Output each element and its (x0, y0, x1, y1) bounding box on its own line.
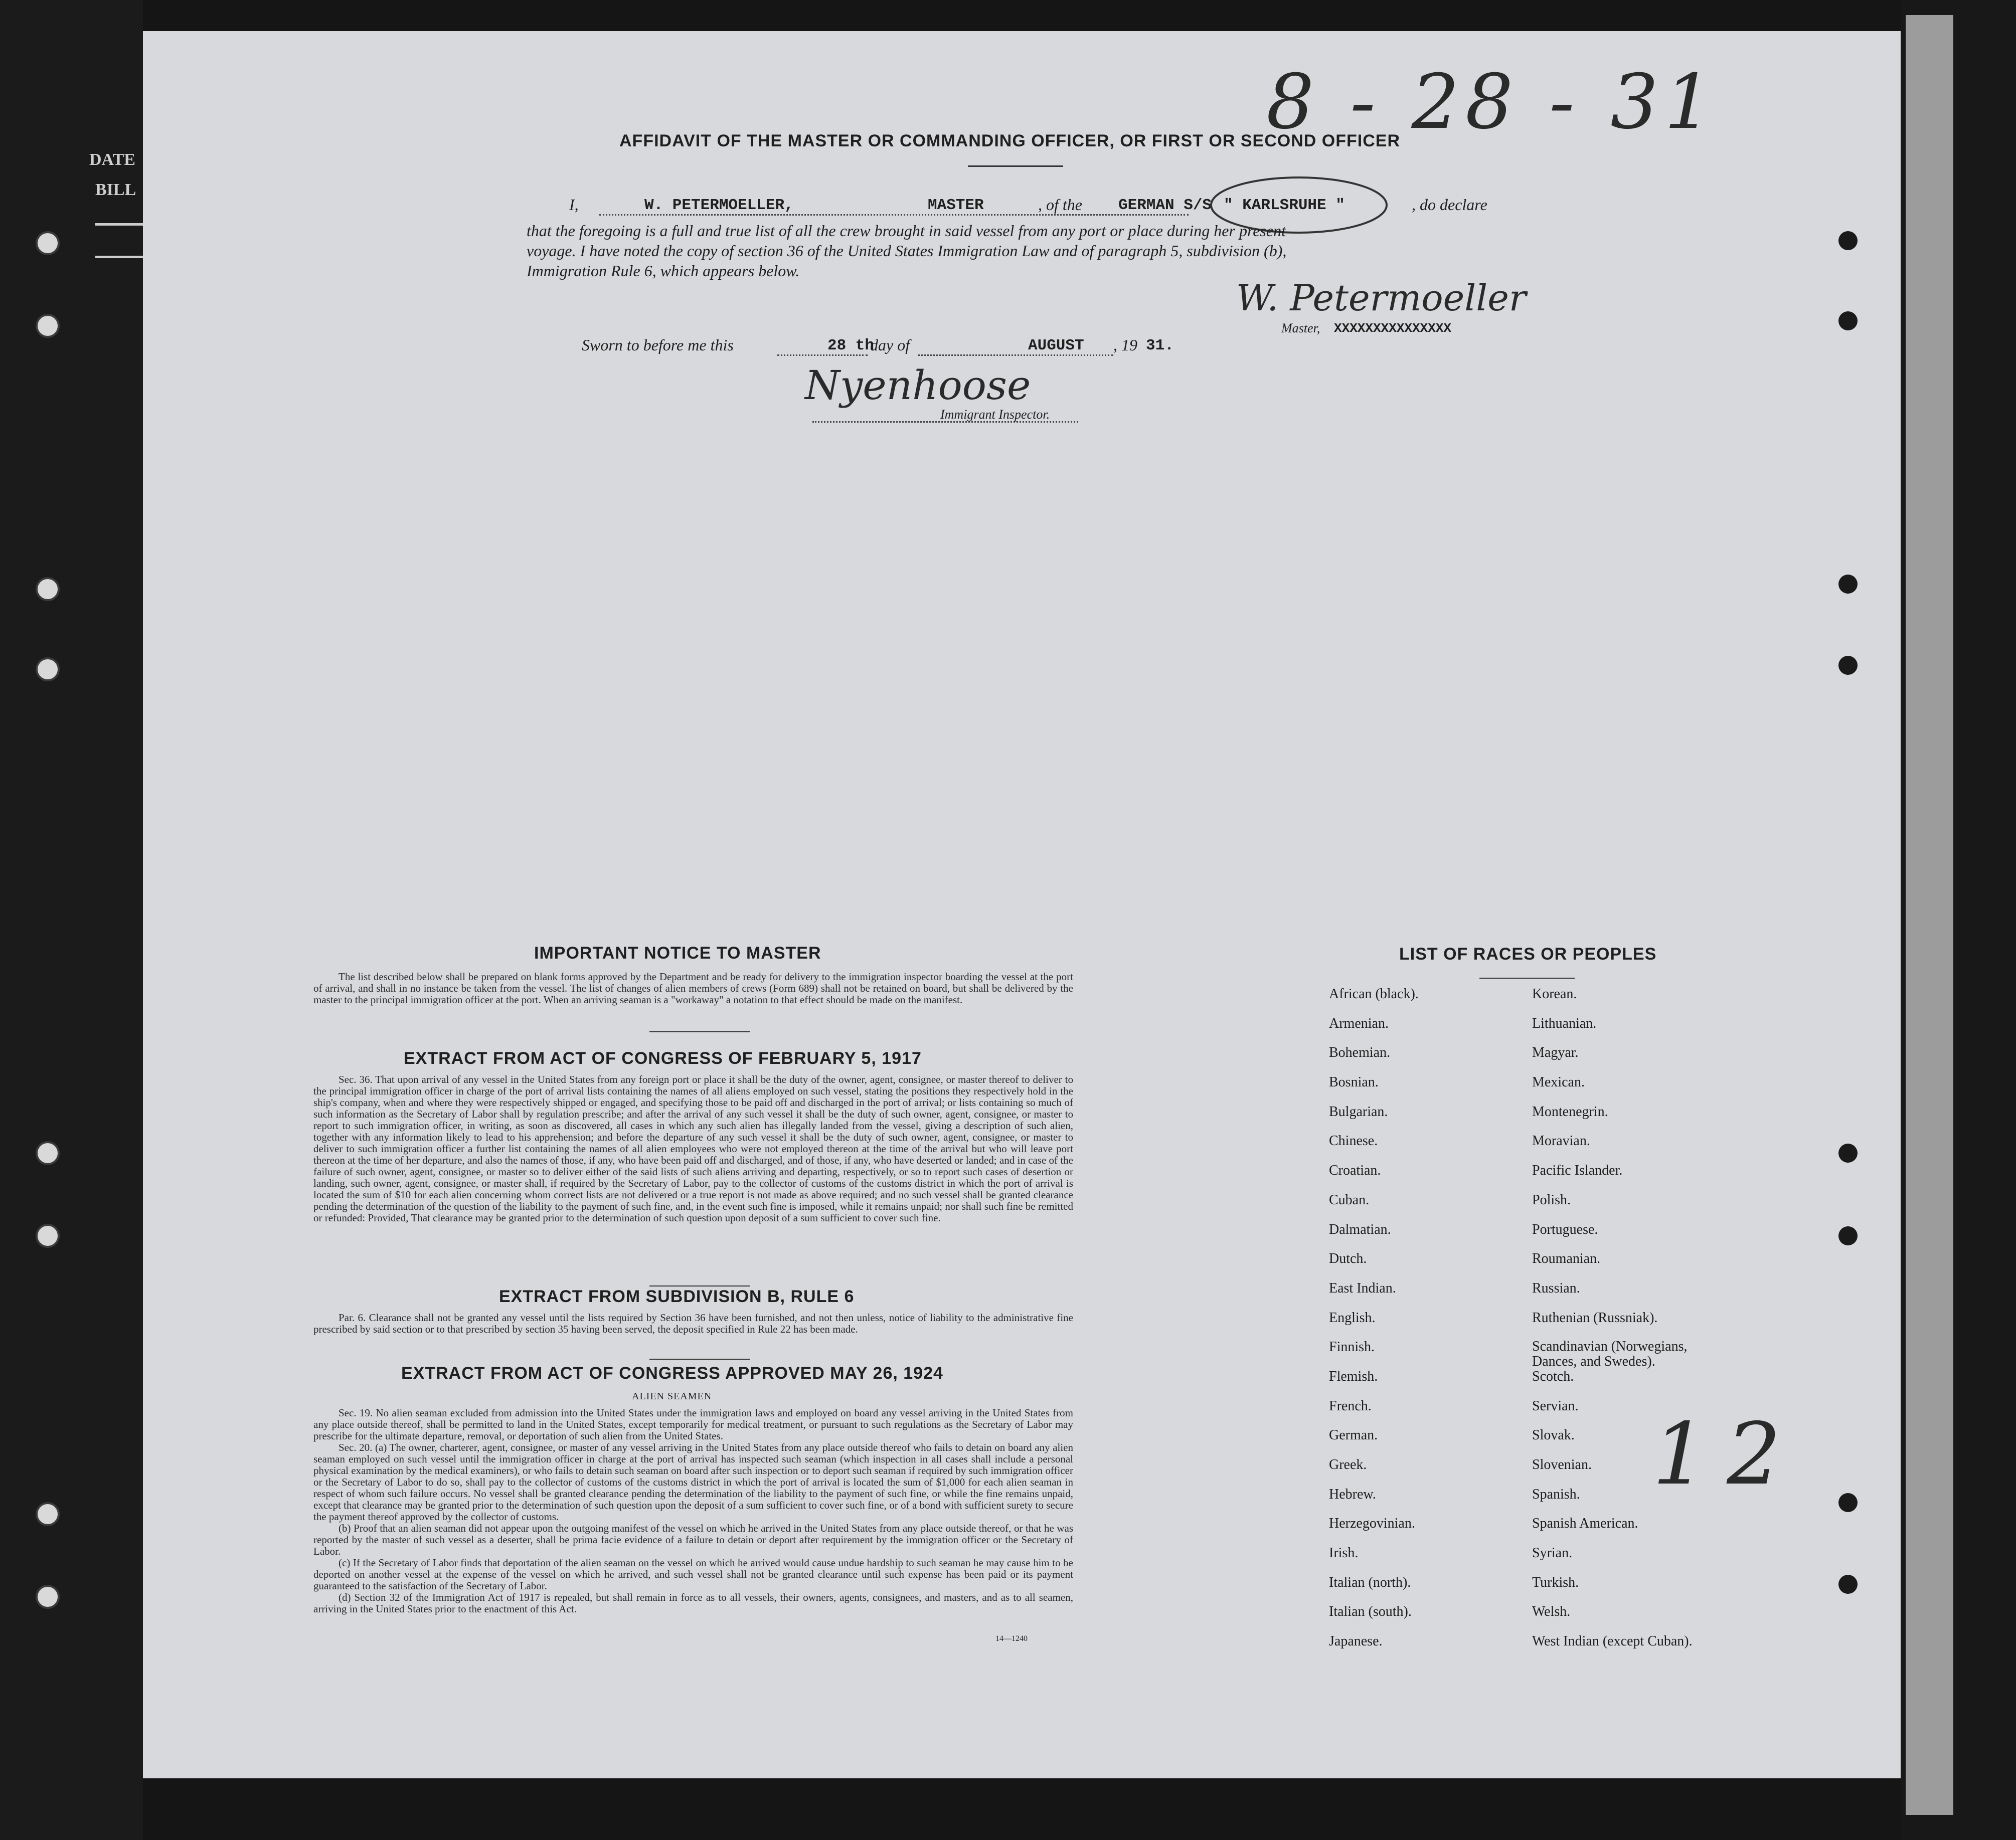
race-left-11: East Indian. (1329, 1280, 1396, 1296)
right-punch-holes (1830, 31, 1866, 1778)
race-left-9: Dalmatian. (1329, 1221, 1391, 1237)
race-left-23: Japanese. (1329, 1633, 1383, 1649)
form-number: 14—1240 (995, 1634, 1028, 1643)
inspector-label: Immigrant Inspector. (940, 407, 1050, 422)
races-right-column (1532, 986, 1713, 1663)
hole-right-4 (1838, 656, 1858, 675)
left-punch-holes (25, 0, 95, 1840)
race-right-4: Mexican. (1532, 1074, 1585, 1090)
race-right-5: Montenegrin. (1532, 1103, 1608, 1120)
day-fill-line (777, 354, 868, 356)
race-right-11: Russian. (1532, 1280, 1580, 1296)
of-the-label: , of the (1038, 196, 1082, 214)
hole-right-5 (1838, 1144, 1858, 1163)
extract-rule6-text: Par. 6. Clearance shall not be granted any vessel until the lists required by Section 36 have been furnished, and not then unless, notice of liability to the administrative fine prescribed by said section or to that prescribed by section 35 having been served, the deposit specified in Rule 22 has been made. (313, 1312, 1073, 1335)
race-left-18: Hebrew. (1329, 1486, 1376, 1502)
race-right-23: West Indian (except Cuban). (1532, 1633, 1693, 1649)
race-left-10: Dutch. (1329, 1251, 1367, 1267)
sworn-year-value: 31. (1146, 337, 1174, 354)
hole-right-3 (1838, 575, 1858, 594)
extract-1924-sec20b: (b) Proof that an alien seaman did not appear upon the outgoing manifest of the vessel on which he arrived in the United States from any place outside thereof, or that he was reported by the master of such vessel as a deserter, shall be prima facie evidence of a failure to detain or deport after requirement by the immigration officer or the Secretary of Labor. (313, 1522, 1073, 1557)
race-left-20: Irish. (1329, 1545, 1359, 1561)
race-left-5: Bulgarian. (1329, 1103, 1388, 1120)
race-right-3: Magyar. (1532, 1045, 1579, 1061)
race-left-1: African (black). (1329, 986, 1419, 1002)
hole-left-2 (37, 315, 59, 337)
race-left-7: Croatian. (1329, 1163, 1381, 1179)
extract-1924-sec20d: (d) Section 32 of the Immigration Act of 1917 is repealed, but shall remain in force as to all vessels, their owners, agents, consignees, and masters, and as to all seamen, arriving in the United States prior to the enactment of this Act. (313, 1591, 1073, 1615)
race-left-22: Italian (south). (1329, 1604, 1412, 1620)
race-right-7: Pacific Islander. (1532, 1163, 1623, 1179)
sworn-prefix: Sworn to before me this (582, 336, 734, 354)
extract-1924-sec20c: (c) If the Secretary of Labor finds that deportation of the alien seaman on the vessel on which he arrived would cause undue hardship to such seaman he may cause him to be deported on another vessel at the expense of the vessel on which he arrived, and such vessel shall not be granted clearance until such expense has been paid or its payment guaranteed to the satisfaction of the Secretary of Labor. (313, 1557, 1073, 1592)
left-edge-rule-1 (95, 223, 143, 226)
sworn-day-value: 28 th (827, 337, 875, 354)
hole-left-3 (37, 578, 59, 600)
hole-left-6 (37, 1225, 59, 1247)
affidavit-title-rule (968, 165, 1063, 167)
race-right-10: Roumanian. (1532, 1251, 1601, 1267)
extract-rule6-rule (649, 1359, 750, 1360)
race-right-14: Scotch. (1532, 1368, 1574, 1384)
extract-1924-sec20a: Sec. 20. (a) The owner, charterer, agent, consignee, or master of any vessel arriving in the United States from any place outside thereof who fails to detain on board any alien seaman employed on such vessel until the immigration officer in charge at the port of arrival has inspected such seaman (which inspection in all cases shall include a personal physical examination by the medical examiners), or who fails to detain such seaman on board after such inspection or to deport such seaman if required by such immigration officer or the Secretary of Labor to do so, shall pay to the collector of customs of the customs district in which the port of arrival is located the sum of $1,000 for each alien seaman in respect of whom such failure occurs. No vessel shall be granted clearance pending the determination of the liability to the payment of such fine, or while the fine remains unpaid, except that clearance may be granted prior to the determination of such question upon the deposit of a sum sufficient to cover such fine, or of a bond with sufficient surety to secure the payment thereof approved by the collector of customs. (313, 1441, 1073, 1523)
race-left-6: Chinese. (1329, 1133, 1378, 1149)
race-right-20: Syrian. (1532, 1545, 1573, 1561)
affidavit-body-line-3: Immigration Rule 6, which appears below. (527, 262, 800, 280)
hole-left-5 (37, 1142, 59, 1164)
inspector-signature: Nyenhoose (805, 362, 1031, 409)
races-left-column (1329, 986, 1419, 1663)
race-right-6: Moravian. (1532, 1133, 1590, 1149)
race-right-12: Ruthenian (Russniak). (1532, 1310, 1658, 1326)
master-rank-field: MASTER (928, 197, 984, 214)
hole-left-4 (37, 658, 59, 680)
race-right-19: Spanish American. (1532, 1516, 1638, 1532)
handwritten-crew-count: 12 (1652, 1405, 1801, 1504)
extract-1917-title: EXTRACT FROM ACT OF CONGRESS OF FEBRUARY 5, 1917 (404, 1049, 922, 1068)
hole-left-1 (37, 232, 59, 254)
master-signature: W. Petermoeller (1236, 277, 1527, 319)
nationality-field: GERMAN S/S (1118, 197, 1212, 214)
hole-right-6 (1838, 1226, 1858, 1245)
affidavit-body-line-2: voyage. I have noted the copy of section 36 of the United States Immigration Law and of paragraph 5, subdivision (b), (527, 242, 1287, 260)
hole-left-7 (37, 1503, 59, 1525)
affidavit-title: AFFIDAVIT OF THE MASTER OR COMMANDING OFFICER, OR FIRST OR SECOND OFFICER (619, 131, 1400, 150)
race-left-2: Armenian. (1329, 1015, 1389, 1031)
vessel-name-field: " KARLSRUHE " (1224, 197, 1345, 214)
race-left-13: Finnish. (1329, 1339, 1375, 1355)
race-right-2: Lithuanian. (1532, 1015, 1597, 1031)
do-declare-label: , do declare (1412, 196, 1487, 214)
race-right-17: Slovenian. (1532, 1457, 1592, 1473)
hole-right-7 (1838, 1493, 1858, 1512)
hole-left-8 (37, 1586, 59, 1608)
race-left-21: Italian (north). (1329, 1574, 1411, 1590)
race-right-21: Turkish. (1532, 1574, 1579, 1590)
race-left-17: Greek. (1329, 1457, 1367, 1473)
extract-1917-text: Sec. 36. That upon arrival of any vessel in the United States from any foreign port or place it shall be the duty of the owner, agent, consignee, or master thereof to deliver to the principal immigration officer in charge of the port of arrival lists containing the names of all aliens employed on such vessel, stating the positions they respectively hold in the ship's company, when and where they were respectively shipped or engaged, and specifying those to be paid off and discharged in the port of arrival; or lists containing so much of such information as the Secretary of Labor shall by regulation prescribe; and after the arrival of any such vessel it shall be the duty of such owner, agent, consignee, or master to report to such immigration officer, in writing, as soon as discovered, all cases in which any such alien has illegally landed from the vessel, giving a description of such alien, together with any information likely to lead to his apprehension; and before the departure of any such vessel it shall be the duty of such owner, agent, consignee, or master to deliver to such immigration officer a further list containing the names of all alien employees who were not employed thereon at the time of the arrival but who will leave port thereon at the time of her departure, and also the names of those, if any, who have been paid off and discharged, and of those, if any, who have deserted or landed; and in case of the failure of such owner, agent, consignee, or master so to deliver either of the said lists of such aliens arriving and departing, respectively, or so to report such cases of desertion or landing, such owner, agent, consignee, or master shall, if required by the Secretary of Labor, pay to the collector of customs of the customs district in which the port of arrival is located the sum of $10 for each alien concerning whom correct lists are not delivered or a true report is not made as above required; and no such vessel shall be granted clearance pending the determination of the question of the liability to the payment of such fine, and, in the event such fine is imposed, while it remains unpaid; nor shall such fine be remitted or refunded: Provided, That clearance may be granted prior to the determination of such question upon deposit of a sum sufficient to cover such fine. (313, 1073, 1073, 1224)
master-signature-label: Master, (1281, 321, 1320, 335)
race-right-13: Scandinavian (Norwegians, Dances, and Swedes). (1532, 1339, 1688, 1370)
extract-1924-title: EXTRACT FROM ACT OF CONGRESS APPROVED MAY 26, 1924 (401, 1364, 943, 1383)
race-left-8: Cuban. (1329, 1192, 1370, 1208)
hole-right-2 (1838, 311, 1858, 330)
name-fill-line (599, 214, 1189, 216)
pronoun-i: I, (569, 196, 579, 214)
document-sheet (143, 31, 1901, 1778)
race-right-9: Portuguese. (1532, 1221, 1598, 1237)
extract-1924-subtitle: ALIEN SEAMEN (632, 1391, 712, 1402)
race-left-14: Flemish. (1329, 1368, 1378, 1384)
races-title-rule (1479, 978, 1575, 979)
master-name-field: W. PETERMOELLER, (644, 197, 794, 214)
race-left-15: French. (1329, 1398, 1372, 1414)
race-left-16: German. (1329, 1427, 1378, 1443)
hole-right-1 (1838, 231, 1858, 250)
race-left-19: Herzegovinian. (1329, 1516, 1415, 1532)
left-edge-bill-label: BILL (95, 180, 136, 199)
race-left-4: Bosnian. (1329, 1074, 1379, 1090)
extract-1924-body (313, 1407, 1073, 1615)
left-edge-date-label: DATE (89, 150, 135, 169)
race-right-8: Polish. (1532, 1192, 1571, 1208)
race-right-1: Korean. (1532, 986, 1577, 1002)
affidavit-body-line-1: that the foregoing is a full and true list of all the crew brought in said vessel from any port or place during her present (527, 222, 1286, 240)
race-right-16: Slovak. (1532, 1427, 1575, 1443)
race-right-18: Spanish. (1532, 1486, 1580, 1502)
year-prefix: , 19 (1113, 336, 1137, 354)
race-right-22: Welsh. (1532, 1604, 1571, 1620)
month-fill-line (918, 354, 1113, 356)
notice-rule (649, 1031, 750, 1032)
race-right-15: Servian. (1532, 1398, 1579, 1414)
race-left-3: Bohemian. (1329, 1045, 1391, 1061)
notice-title: IMPORTANT NOTICE TO MASTER (534, 944, 821, 963)
handwritten-date: 8 - 28 - 31 (1266, 59, 1719, 146)
races-title: LIST OF RACES OR PEOPLES (1399, 945, 1657, 964)
extract-1924-sec19: Sec. 19. No alien seaman excluded from admission into the United States under the immigration laws and employed on board any vessel arriving in the United States from any place outside thereof, shall be permitted to land in the United States, except temporarily for medical treatment, or pursuant to such regulations as the Secretary of Labor may prescribe for the ultimate departure, removal, or deportation of such alien from the United States. (313, 1407, 1073, 1442)
extract-rule6-title: EXTRACT FROM SUBDIVISION B, RULE 6 (499, 1287, 855, 1306)
struck-out-title: XXXXXXXXXXXXXXX (1334, 321, 1452, 336)
hole-right-8 (1838, 1575, 1858, 1594)
extract-1917-rule (649, 1285, 750, 1286)
right-paper-edge (1906, 15, 1953, 1815)
sworn-month-value: AUGUST (1028, 337, 1084, 354)
notice-text: The list described below shall be prepared on blank forms approved by the Department and be ready for delivery to the immigration inspector boarding the vessel at the port of arrival, and shall in no instance be taken from the vessel. The list of changes of alien members of crews (Form 689) shall not be retained on board, but shall be delivered by the master to the principal immigration officer at the port. When an arriving seaman is a "workaway" a notation to that effect should be made on the manifest. (313, 971, 1073, 1006)
race-left-12: English. (1329, 1310, 1376, 1326)
day-of-label: day of (870, 336, 910, 354)
left-edge-rule-2 (95, 256, 143, 258)
